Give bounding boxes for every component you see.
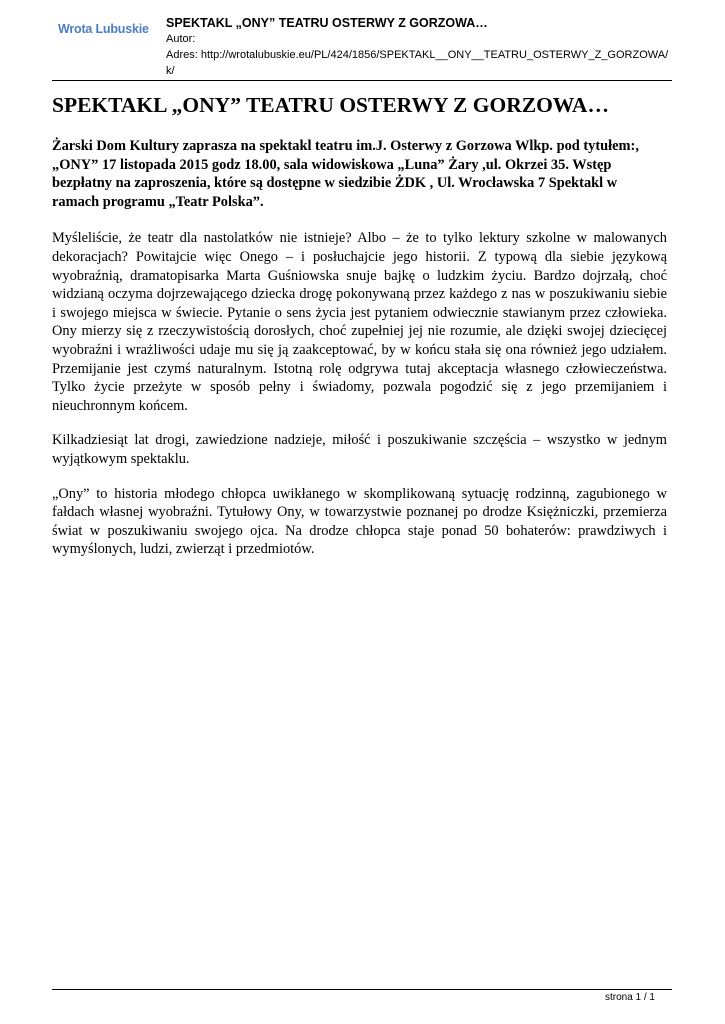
article-lead: Żarski Dom Kultury zaprasza na spektakl teatru im.J. Osterwy z Gorzowa Wlkp. pod tytułem:, „ONY” 17 listopada 2015 godz 18.00, sala widowiskowa „Luna” Żary ,ul. Okrzei 35. Wstęp bezpłatny na zaproszenia, które są dostępne w siedzibie ŻDK , Ul. Wrocławska 7 Spektakl w ramach programu „Teatr Polska”. [52,138,639,210]
article-title: SPEKTAKL „ONY” TEATRU OSTERWY Z GORZOWA… [52,93,609,117]
document-header [166,15,672,79]
article-body [52,137,667,575]
header-divider [52,80,672,81]
footer-divider [52,989,672,990]
article-paragraph: Myśleliście, że teatr dla nastolatków nie istnieje? Albo – że to tylko lektury szkolne w malowanych dekoracjach? Powitajcie więc Onego – i posłuchajcie jego historii. Z typową dla siebie językową wyobraźnią, dramatopisarka Marta Guśniowska snuje bajkę o ludzkim życiu. Bardzo dojrzałą, choć widzianą oczyma dojrzewającego dziecka drogę pokonywaną przez każdego z nas w poszukiwaniu siebie i swojego miejsca w świecie. Pytanie o sens życia jest pytaniem odwiecznie stawianym przez człowieka. Ony mierzy się z rzeczywistością dorosłych, choć zupełniej jej nie rozumie, ale dzięki swojej dziecięcej wyobraźni i wrażliwości udaje mu się ją zaakceptować, by w końcu stała się ona również jego udziałem. Przemijanie jest czymś naturalnym. Istotną rolę odgrywa tutaj akceptacja własnego człowieczeństwa. Tylko życie przeżyte w sposób pełny i świadomy, pozwala pogodzić się z jego przemijaniem i nieuchronnym końcem. [52,230,667,414]
header-address: Adres: http://wrotalubuskie.eu/PL/424/1856/SPEKTAKL__ONY__TEATRU_OSTERWY_Z_GORZOWA/k/ [166,49,669,77]
header-title: SPEKTAKL „ONY” TEATRU OSTERWY Z GORZOWA… [166,16,488,30]
article-paragraph: „Ony” to historia młodego chłopca uwikłanego w skomplikowaną sytuację rodzinną, zagubionego w fałdach własnej wyobraźni. Tytułowy Ony, w towarzystwie poznanej po drodze Księżniczki, przemierza świat w poszukiwaniu swojego ojca. Na drodze chłopca staje ponad 50 bohaterów: prawdziwych i wymyślonych, ludzi, zwierząt i przedmiotów. [52,485,667,558]
header-author: Autor: [166,33,196,45]
page-number: strona 1 / 1 [604,992,655,1003]
article-paragraph: Kilkadziesiąt lat drogi, zawiedzione nadzieje, miłość i poszukiwanie szczęścia – wszystko w jednym wyjątkowym spektaklu. [52,432,667,467]
site-logo: Wrota Lubuskie [58,22,149,36]
